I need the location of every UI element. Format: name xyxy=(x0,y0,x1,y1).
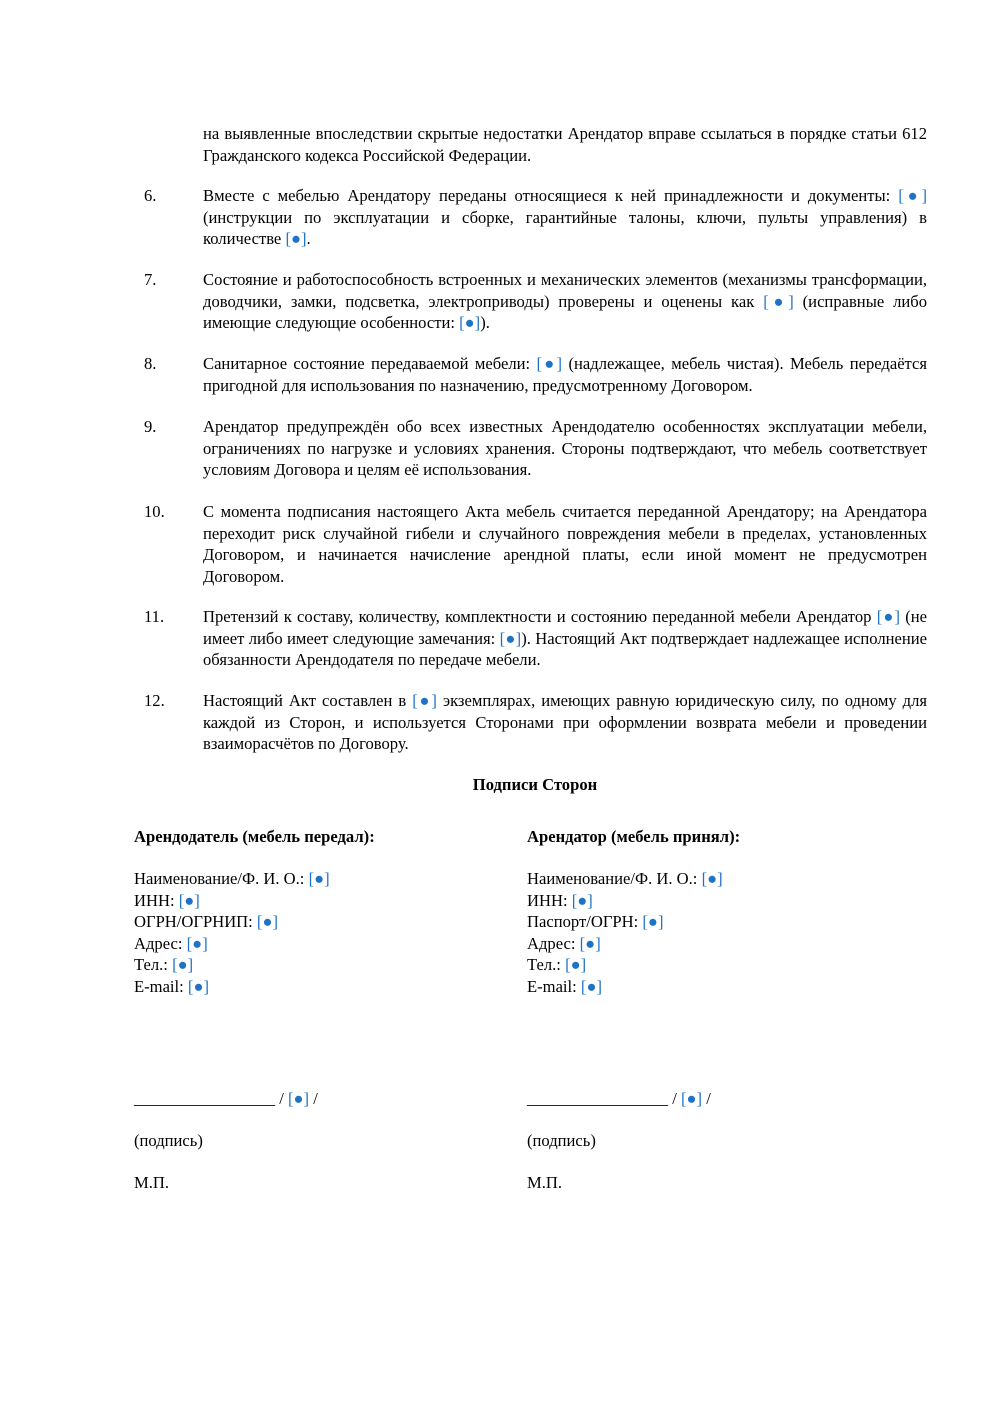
field-passport: Паспорт/ОГРН: [●] xyxy=(527,912,664,931)
placeholder-field: [●] xyxy=(459,313,481,332)
placeholder-field: [●] xyxy=(680,1089,703,1108)
field-email: E-mail: [●] xyxy=(527,976,602,996)
field-phone: Тел.: [●] xyxy=(527,955,587,974)
placeholder-field: [●] xyxy=(876,607,900,626)
lessor-signature-line: _________________ / [●] / xyxy=(134,1089,318,1108)
item-number: 11. xyxy=(144,607,165,626)
lessor-stamp-label: М.П. xyxy=(134,1173,170,1192)
placeholder-field: [●] xyxy=(642,912,664,931)
placeholder-field: [●] xyxy=(256,912,278,931)
placeholder-field: [●] xyxy=(898,186,927,205)
item-text: Претензий к составу, количеству, комплектности и состоянию переданной мебели Арендатор [●] (не имеет либо имеет следующие замечания: [●]). Настоящий Акт подтверждает надлежащее исполнение обязанности Арендодателя по передаче мебели. xyxy=(203,607,928,669)
item-text: Настоящий Акт составлен в [●] экземплярах, имеющих равную юридическую силу, по одному для каждой из Сторон, и используется Сторонами при оформлении возврата мебели и проведении взаиморасчётов по Договору. xyxy=(203,691,928,753)
item-number: 7. xyxy=(144,270,157,289)
item-text: Арендатор предупреждён обо всех известных Арендодателю особенностях эксплуатации мебели, ограничениях по нагрузке и условиях хранения. Стороны подтверждают, что мебель соответствует условиям Договора и целям её использования. xyxy=(203,417,927,479)
lessee-stamp-label: М.П. xyxy=(527,1173,563,1192)
placeholder-field: [●] xyxy=(187,976,209,996)
lessee-signature-block xyxy=(527,826,887,1192)
item-text: Состояние и работоспособность встроенных и механических элементов (механизмы трансформации, доводчики, замки, подсветка, электроприводы) проверены и оценены как [●] (исправные либо имеющие следующие особенности: [●]). xyxy=(203,270,928,332)
field-address: Адрес: [●] xyxy=(134,933,208,953)
placeholder-field: [●] xyxy=(499,628,522,648)
placeholder-field: [●] xyxy=(565,955,587,974)
lessee-signature-caption: (подпись) xyxy=(527,1131,596,1150)
item-number: 12. xyxy=(144,691,165,710)
placeholder-field: [●] xyxy=(701,869,723,888)
placeholder-field: [●] xyxy=(172,955,194,974)
field-phone: Тел.: [●] xyxy=(134,955,194,974)
placeholder-field: [●] xyxy=(579,933,601,953)
field-email: E-mail: [●] xyxy=(134,976,209,996)
lessor-signature-caption: (подпись) xyxy=(134,1131,203,1150)
item-number: 8. xyxy=(144,354,157,373)
signatures-title: Подписи Сторон xyxy=(472,775,598,794)
item-text: Вместе с мебелью Арендатору переданы относящиеся к ней принадлежности и документы: [●] (инструкции по эксплуатации и сборке, гарантийные талоны, ключи, пульты управления) в количестве [●]. xyxy=(203,186,927,248)
placeholder-field: [●] xyxy=(571,890,593,910)
item-number: 6. xyxy=(144,186,157,205)
lessor-heading: Арендодатель (мебель передал): xyxy=(134,827,375,846)
placeholder-field: [●] xyxy=(763,291,794,311)
item-number: 9. xyxy=(144,417,157,436)
placeholder-field: [●] xyxy=(287,1089,310,1108)
item-number: 10. xyxy=(144,502,165,521)
placeholder-field: [●] xyxy=(536,354,563,373)
placeholder-field: [●] xyxy=(412,691,437,710)
lessor-signature-block xyxy=(134,826,494,1192)
lessee-signature-line: _________________ / [●] / xyxy=(527,1089,711,1108)
field-name: Наименование/Ф. И. О.: [●] xyxy=(134,869,330,888)
lessee-heading: Арендатор (мебель принял): xyxy=(527,827,741,846)
placeholder-field: [●] xyxy=(308,869,330,888)
field-inn: ИНН: [●] xyxy=(134,890,200,910)
field-name: Наименование/Ф. И. О.: [●] xyxy=(527,869,723,888)
lessee-fields xyxy=(527,868,887,997)
field-address: Адрес: [●] xyxy=(527,933,601,953)
placeholder-field: [●] xyxy=(580,976,602,996)
field-ogrn: ОГРН/ОГРНИП: [●] xyxy=(134,912,278,931)
placeholder-field: [●] xyxy=(178,890,200,910)
item-text: Санитарное состояние передаваемой мебели: [●] (надлежащее, мебель чистая). Мебель передаётся пригодной для использования по назначению, предусмотренному Договором. xyxy=(203,354,928,395)
item-5-continuation: на выявленные впоследствии скрытые недостатки Арендатор вправе ссылаться в порядке статьи 612 Гражданского кодекса Российской Федерации. xyxy=(203,124,927,165)
lessor-fields xyxy=(134,868,494,997)
placeholder-field: [●] xyxy=(285,229,307,248)
item-text: С момента подписания настоящего Акта мебель считается переданной Арендатору; на Арендатора переходит риск случайной гибели и случайного повреждения мебели в пределах, установленных Договором, и начинается начисление арендной платы, если иной момент не предусмотрен Договором. xyxy=(203,502,927,586)
field-inn: ИНН: [●] xyxy=(527,890,593,910)
placeholder-field: [●] xyxy=(186,933,208,953)
